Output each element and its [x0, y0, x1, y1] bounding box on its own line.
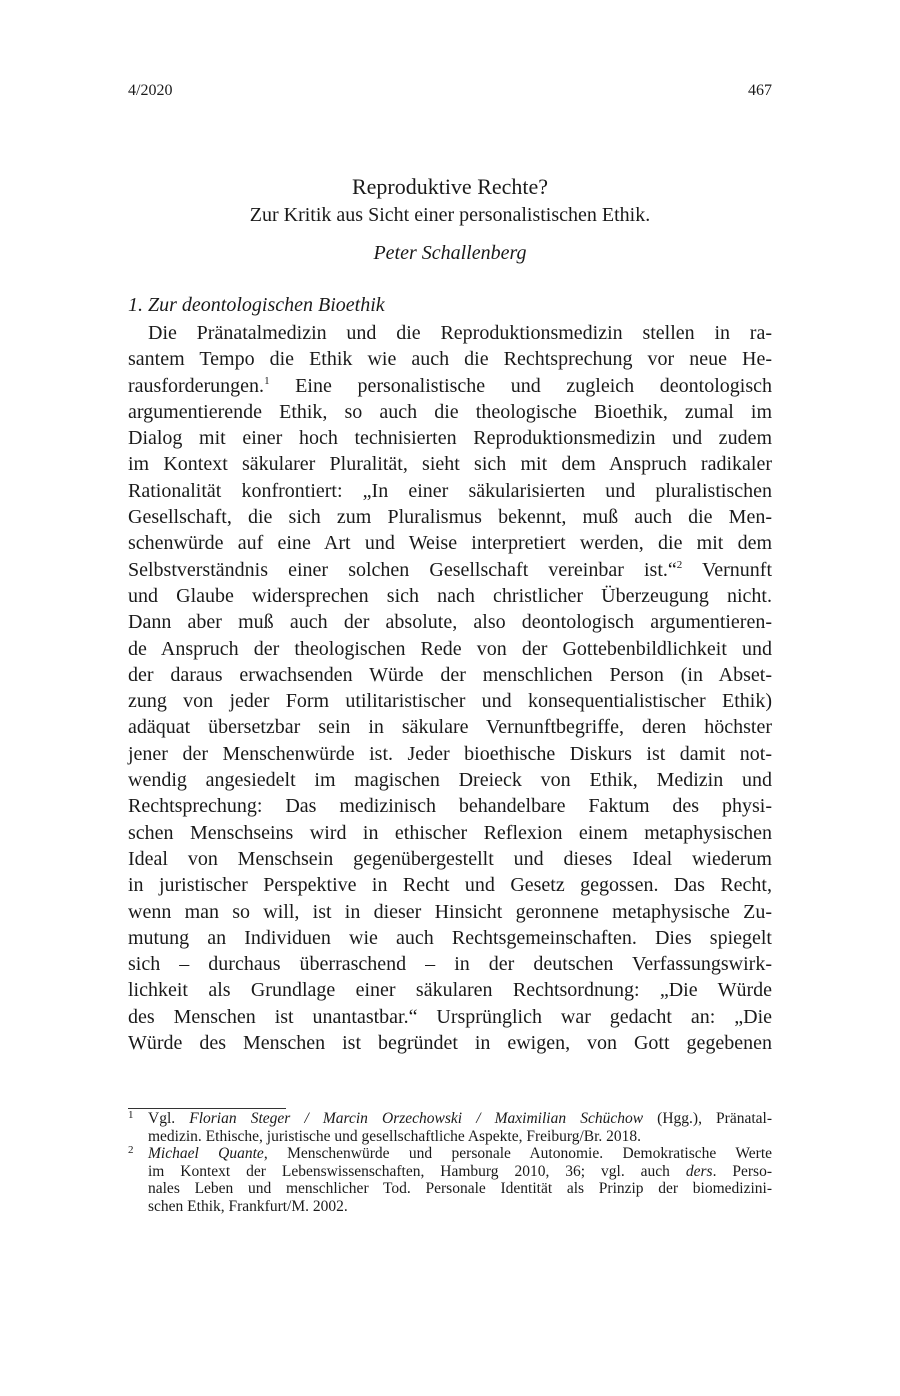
body-line: santem Tempo die Ethik wie auch die Rechtsprechung vor neue He- — [128, 348, 772, 371]
body-line: und Glaube widersprechen sich nach christlicher Überzeugung nicht. — [128, 584, 772, 607]
issue-number: 4/2020 — [128, 82, 173, 99]
footnote-number: 2 — [128, 1144, 134, 1157]
footnote-line: Vgl. Florian Steger / Marcin Orzechowski / Maximilian Schüchow (Hgg.), Pränatal- — [148, 1110, 773, 1127]
body-line: Ideal von Menschsein gegenübergestellt und dieses Ideal wiederum — [128, 847, 772, 870]
body-line: schenwürde auf eine Art und Weise interpretiert werden, die mit dem — [128, 532, 772, 555]
body-line: Dann aber muß auch der absolute, also deontologisch argumentieren- — [128, 611, 772, 634]
body-line: schen Menschseins wird in ethischer Reflexion einem metaphysischen — [128, 821, 772, 844]
body-line: Rationalität konfrontiert: „In einer säkularisierten und pluralistischen — [128, 479, 772, 502]
body-line: argumentierende Ethik, so auch die theologische Bioethik, zumal im — [128, 400, 772, 423]
body-line: Dialog mit einer hoch technisierten Reproduktionsmedizin und zudem — [128, 427, 772, 450]
footnote-line: schen Ethik, Frankfurt/M. 2002. — [148, 1197, 348, 1215]
body-line: wendig angesiedelt im magischen Dreieck von Ethik, Medizin und — [128, 769, 772, 792]
body-line: Rechtsprechung: Das medizinisch behandelbare Faktum des physi- — [128, 795, 772, 818]
body-line: sich – durchaus überraschend – in der deutschen Verfassungswirk- — [128, 953, 772, 976]
article-title: Reproduktive Rechte? — [351, 174, 549, 199]
body-line: wenn man so will, ist in dieser Hinsicht geronnene metaphysische Zu- — [128, 900, 772, 923]
footnote-1 — [128, 1110, 772, 1145]
footnotes — [128, 1110, 772, 1216]
body-paragraph — [128, 320, 772, 1056]
body-line: des Menschen ist unantastbar.“ Ursprünglich war gedacht an: „Die — [128, 1005, 772, 1028]
footnote-ref: 2 — [676, 558, 683, 571]
title-block — [128, 172, 772, 266]
body-line: jener der Menschenwürde ist. Jeder bioethische Diskurs ist damit not- — [128, 742, 772, 765]
body-line: in juristischer Perspektive in Recht und Gesetz gegossen. Das Recht, — [128, 874, 772, 897]
section-heading: 1. Zur deontologischen Bioethik — [128, 294, 385, 316]
footnote-line: nales Leben und menschlicher Tod. Personale Identität als Prinzip der biomedizini- — [148, 1180, 772, 1198]
body-line: lichkeit als Grundlage einer säkularen Rechtsordnung: „Die Würde — [128, 979, 772, 1002]
article-author: Peter Schallenberg — [373, 242, 527, 264]
footnote-line: medizin. Ethische, juristische und gesellschaftliche Aspekte, Freiburg/Br. 2018. — [148, 1127, 642, 1145]
body-line: de Anspruch der theologischen Rede von der Gottebenbildlichkeit und — [128, 637, 772, 660]
body-line: im Kontext säkularer Pluralität, sieht sich mit dem Anspruch radikaler — [128, 453, 772, 476]
footnote-divider — [128, 1108, 286, 1109]
body-line: Die Pränatalmedizin und die Reproduktionsmedizin stellen in ra- — [148, 322, 772, 344]
footnote-line: im Kontext der Lebenswissenschaften, Hamburg 2010, 36; vgl. auch ders. Perso- — [148, 1162, 772, 1180]
body-line: adäquat übersetzbar sein in säkulare Vernunftbegriffe, deren höchster — [128, 716, 772, 739]
body-line: Würde des Menschen ist begründet in ewigen, von Gott gegebenen — [128, 1032, 772, 1055]
body-line: Gesellschaft, die sich zum Pluralismus bekennt, muß auch die Men- — [128, 506, 772, 529]
body-line: zung von jeder Form utilitaristischer und konsequentialistischer Ethik) — [128, 690, 772, 713]
body-line: rausforderungen.$^1$ Eine personalistische und zugleich deontologisch — [128, 374, 772, 397]
body-line: der daraus erwachsenden Würde der menschlichen Person (in Abset- — [128, 663, 772, 686]
footnote-ref: 1 — [264, 374, 270, 387]
body-line: mutung an Individuen wie auch Rechtsgemeinschaften. Dies spiegelt — [128, 926, 772, 949]
footnote-line: Michael Quante, Menschenwürde und personale Autonomie. Demokratische Werte — [148, 1145, 773, 1163]
footnote-number: 1 — [128, 1109, 134, 1121]
article-subtitle: Zur Kritik aus Sicht einer personalistischen Ethik. — [249, 204, 651, 226]
body-line: Selbstverständnis einer solchen Gesellschaft vereinbar ist.“$^2$ Vernunft — [128, 558, 772, 581]
footnote-2 — [128, 1145, 772, 1215]
page-number: 467 — [748, 82, 772, 99]
